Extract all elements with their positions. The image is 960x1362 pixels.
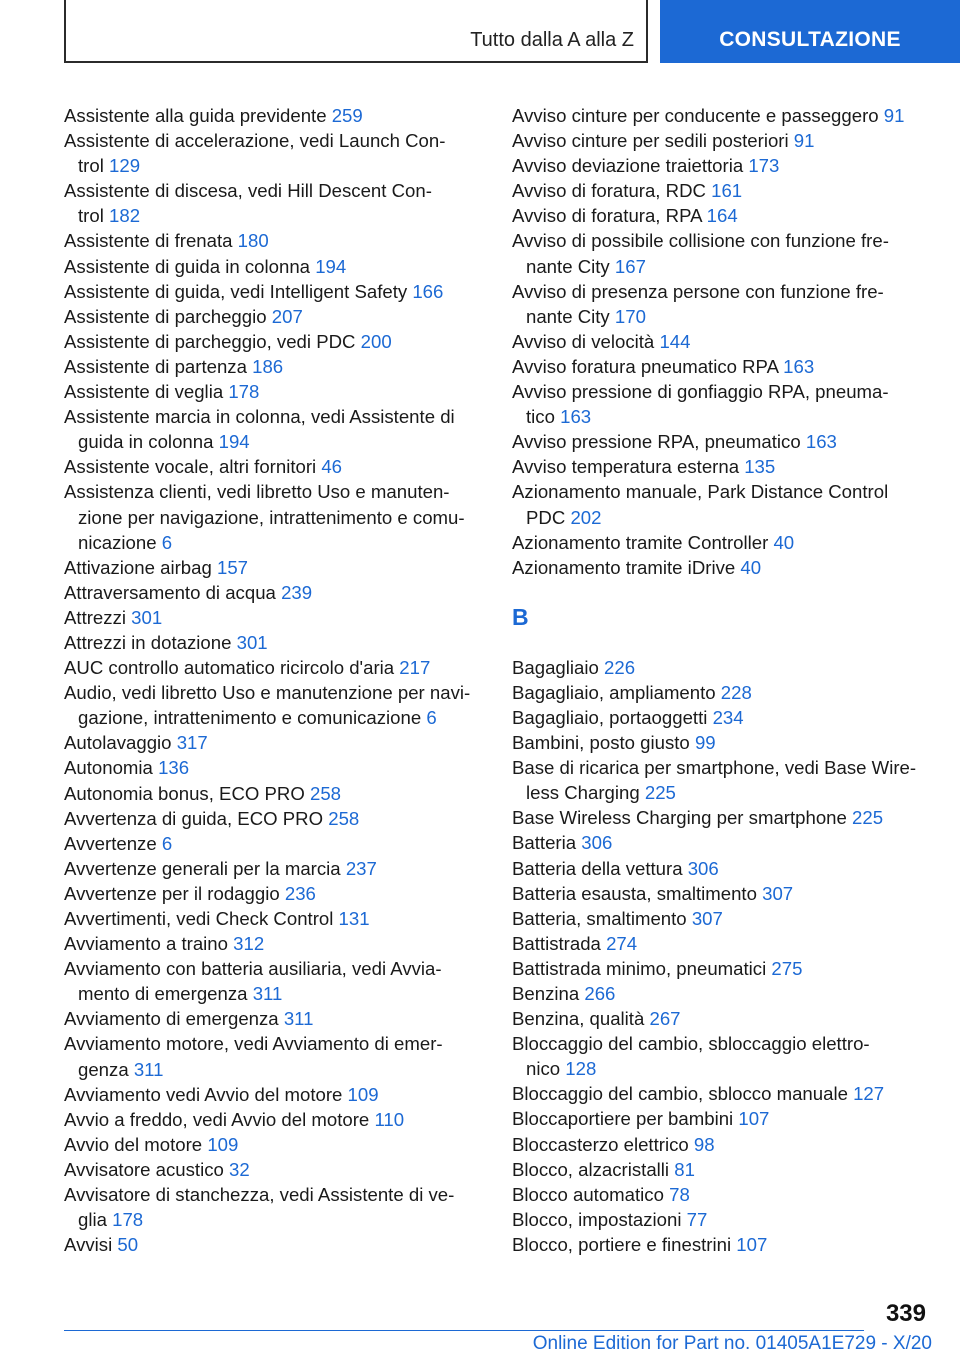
index-entry [64, 755, 484, 780]
index-page-link[interactable]: 275 [771, 957, 803, 979]
index-entry-text: Batteria, smaltimento [512, 907, 687, 929]
index-entry-text: Assistente di discesa, vedi Hill Descent Con- [64, 180, 432, 202]
index-entry-text: Base Wireless Charging per smartphone [512, 807, 847, 829]
index-page-link[interactable]: 311 [133, 1058, 164, 1080]
index-entry [64, 881, 484, 906]
index-entry [64, 254, 484, 279]
index-entry-text: Attrezzi in dotazione [64, 631, 232, 653]
index-entry [64, 1132, 484, 1157]
index-entry [512, 805, 932, 830]
index-page-link[interactable]: 301 [131, 606, 163, 628]
index-page-link[interactable]: 194 [315, 255, 347, 277]
index-entry-text: Assistente di accelerazione, vedi Launch Con- [64, 130, 446, 152]
index-entry-text: nico [526, 1058, 561, 1080]
index-page-link[interactable]: 166 [412, 280, 444, 302]
index-entry [512, 730, 932, 755]
index-entry-text: Avviso pressione di gonfiaggio RPA, pneuma- [512, 381, 889, 403]
index-entry-text: Bagagliaio, ampliamento [512, 681, 716, 703]
index-entry [512, 1081, 932, 1106]
index-page-link[interactable]: 167 [614, 255, 646, 277]
index-entry [64, 1157, 484, 1182]
index-entry-text: Avviso cinture per sedili posteriori [512, 130, 789, 152]
index-entry-text: Benzina [512, 983, 580, 1004]
index-column-right [512, 103, 932, 1257]
index-page-link[interactable]: 258 [309, 782, 342, 804]
index-page-link[interactable]: 225 [852, 807, 884, 829]
index-page-link[interactable]: 311 [252, 983, 283, 1005]
index-entry-text: Avviso cinture per conducente e passeggero [512, 105, 879, 126]
index-entry-text: Avvertenza di guida, ECO PRO [64, 807, 324, 829]
index-entry [64, 580, 484, 605]
index-entry [512, 906, 932, 931]
index-page-link[interactable]: 200 [360, 330, 392, 352]
index-entry [64, 1031, 484, 1081]
index-entry-text: Assistenza clienti, vedi libretto Uso e manuten- [64, 481, 450, 503]
index-entry [512, 830, 932, 855]
index-page-link[interactable]: 307 [691, 907, 723, 929]
page-number: 339 [885, 1300, 926, 1327]
index-entry [64, 555, 484, 580]
index-entry [64, 228, 484, 253]
index-page-link[interactable]: 6 [161, 832, 173, 854]
index-page-link[interactable]: 129 [109, 155, 141, 177]
index-entry-text: Bambini, posto giusto [512, 732, 690, 754]
index-entry [64, 906, 484, 931]
index-entry-text: trol [78, 205, 104, 227]
index-entry [512, 680, 932, 705]
index-entry-text: Autonomia bonus, ECO PRO [64, 782, 305, 804]
index-entry [512, 479, 932, 529]
index-entry-text: Avvertimenti, vedi Check Control [64, 908, 334, 929]
index-page-link[interactable]: 110 [374, 1108, 405, 1130]
index-page-link[interactable]: 317 [176, 732, 208, 754]
index-page-link[interactable]: 306 [581, 832, 613, 854]
index-entry [512, 981, 932, 1006]
index-entry-text: Bloccaggio del cambio, sblocco manuale [512, 1083, 848, 1105]
header-chapter-title: CONSULTAZIONE [719, 28, 901, 51]
index-group-a [512, 103, 932, 580]
index-entry [512, 1157, 932, 1182]
index-entry-text: Blocco, portiere e finestrini [512, 1233, 732, 1255]
index-page-link[interactable]: 163 [560, 406, 592, 428]
index-entry-text: Assistente di parcheggio [64, 305, 267, 327]
index-entry [64, 856, 484, 881]
index-entry-text: Avviso temperatura esterna [512, 456, 740, 478]
index-entry [64, 1006, 484, 1031]
index-entry [512, 856, 932, 881]
header-section-box [64, 0, 648, 63]
index-entry-text: Avviamento motore, vedi Avviamento di emer- [64, 1033, 443, 1055]
index-page-link[interactable]: 182 [109, 205, 141, 227]
index-entry [64, 479, 484, 554]
index-entry [512, 555, 932, 580]
index-entry [64, 605, 484, 630]
index-entry [512, 203, 932, 228]
index-entry-text: Blocco automatico [512, 1183, 664, 1205]
index-entry-text: Avviamento con batteria ausiliaria, vedi Avvia- [64, 958, 442, 980]
index-entry-text: Avvisatore di stanchezza, vedi Assistente di ve- [64, 1184, 455, 1206]
index-entry-text: Battistrada [512, 932, 601, 954]
index-entry-text: less Charging [526, 782, 640, 804]
index-entry [512, 881, 932, 906]
index-entry-text: trol [78, 155, 104, 177]
index-page-link[interactable]: 194 [218, 431, 250, 453]
index-page-link[interactable]: 237 [345, 857, 377, 879]
index-page-link[interactable]: 46 [321, 456, 343, 478]
index-page-link[interactable]: 157 [216, 556, 249, 578]
index-entry-text: Batteria della vettura [512, 857, 683, 879]
index-page-link[interactable]: 312 [233, 933, 265, 955]
index-page-link[interactable]: 91 [883, 105, 905, 126]
index-entry-text: nante City [526, 255, 610, 277]
index-entry [64, 279, 484, 304]
index-page-link[interactable]: 217 [399, 657, 431, 679]
index-entry [512, 1031, 932, 1081]
index-entry-text: Avviso di velocità [512, 330, 655, 352]
index-entry-text: tico [526, 406, 555, 428]
index-entry [512, 178, 932, 203]
index-entry-text: Assistente di frenata [64, 230, 233, 252]
index-entry [64, 128, 484, 178]
footer-divider [64, 1330, 864, 1331]
index-page-link[interactable]: 306 [687, 857, 719, 879]
index-page-link[interactable]: 164 [706, 205, 738, 227]
index-entry [512, 1207, 932, 1232]
index-page-link[interactable]: 163 [783, 355, 815, 377]
index-page-link[interactable]: 180 [237, 230, 269, 252]
index-entry-text: Audio, vedi libretto Uso e manutenzione per navi- [64, 682, 471, 704]
footer-edition: Online Edition for Part no. 01405A1E729 - X/20 [532, 1333, 932, 1354]
index-entry-text: Attraversamento di acqua [64, 581, 276, 603]
index-page-link[interactable]: 178 [228, 381, 260, 403]
index-entry-text: Bagagliaio [512, 656, 599, 678]
index-page-link[interactable]: 228 [720, 681, 752, 703]
index-entry-text: Avviso deviazione traiettoria [512, 155, 744, 177]
index-entry-text: Bloccaggio del cambio, sbloccaggio elettro- [512, 1033, 870, 1055]
index-entry [64, 354, 484, 379]
index-entry-text: Avviso di foratura, RDC [512, 180, 706, 202]
index-page-link[interactable]: 50 [117, 1234, 139, 1256]
index-entry [64, 329, 484, 354]
index-entry [512, 454, 932, 479]
index-entry [512, 655, 932, 680]
index-page-link[interactable]: 301 [236, 631, 268, 653]
index-page-link[interactable]: 311 [283, 1008, 314, 1030]
index-page-link[interactable]: 109 [347, 1083, 379, 1105]
index-entry [512, 1006, 932, 1031]
index-page-link[interactable]: 266 [584, 983, 616, 1004]
index-entry-text: Avviso di foratura, RPA [512, 205, 702, 227]
index-entry [64, 781, 484, 806]
index-entry [512, 128, 932, 153]
index-entry [512, 755, 932, 805]
index-entry-text: Attrezzi [64, 606, 126, 628]
index-page-link[interactable]: 40 [773, 531, 795, 553]
index-entry-text: Avvisatore acustico [64, 1158, 224, 1180]
index-entry [64, 956, 484, 1006]
index-page-link[interactable]: 107 [736, 1233, 768, 1255]
index-entry-text: Base di ricarica per smartphone, vedi Base Wire- [512, 757, 917, 779]
index-page-link[interactable]: 107 [738, 1108, 770, 1130]
index-page-link[interactable]: 163 [805, 431, 837, 453]
index-page-link[interactable]: 109 [207, 1133, 239, 1155]
index-entry-text: PDC [526, 506, 566, 528]
index-entry [64, 630, 484, 655]
index-entry [64, 1232, 484, 1257]
index-page-link[interactable]: 225 [644, 782, 676, 804]
index-page-link[interactable]: 99 [694, 732, 716, 754]
index-entry [64, 1107, 484, 1132]
index-page-link[interactable]: 207 [271, 305, 303, 327]
index-entry [64, 655, 484, 680]
index-page-link[interactable]: 178 [112, 1209, 144, 1231]
index-entry-text: Battistrada minimo, pneumatici [512, 957, 767, 979]
index-entry [512, 329, 932, 354]
index-entry-text: Batteria esausta, smaltimento [512, 882, 757, 904]
index-entry-text: Azionamento tramite Controller [512, 531, 769, 553]
index-entry-text: nante City [526, 305, 610, 327]
index-entry-text: Azionamento tramite iDrive [512, 556, 736, 578]
index-entry [512, 153, 932, 178]
index-entry-text: nicazione [78, 531, 157, 553]
index-page-link[interactable]: 98 [693, 1133, 715, 1155]
index-page-link[interactable]: 135 [744, 456, 776, 478]
index-entry [64, 304, 484, 329]
index-entry [64, 831, 484, 856]
index-entry [512, 931, 932, 956]
index-page-link[interactable]: 170 [614, 305, 646, 327]
index-page-link[interactable]: 91 [793, 130, 815, 152]
index-entry-text: Bagagliaio, portaoggetti [512, 706, 708, 728]
index-page-link[interactable]: 202 [570, 506, 602, 528]
index-entry [64, 178, 484, 228]
index-page-link[interactable]: 307 [762, 882, 794, 904]
index-page-link[interactable]: 161 [711, 180, 743, 202]
index-page-link[interactable]: 267 [649, 1008, 681, 1030]
index-entry-text: Assistente di partenza [64, 355, 247, 377]
index-entry [64, 404, 484, 454]
index-entry [64, 1182, 484, 1232]
index-page-link[interactable]: 6 [426, 707, 437, 729]
index-entry-text: Assistente marcia in colonna, vedi Assistente di [64, 406, 455, 428]
index-entry [512, 103, 932, 128]
index-entry-text: guida in colonna [78, 431, 214, 453]
index-page-link[interactable]: 226 [604, 656, 636, 678]
index-entry [512, 1232, 932, 1257]
index-entry-text: Avvertenze per il rodaggio [64, 882, 280, 904]
index-entry-text: Avvertenze generali per la marcia [64, 857, 341, 879]
index-entry-text: Assistente alla guida previdente [64, 105, 327, 126]
index-entry-text: zione per navigazione, intrattenimento e comu- [78, 506, 465, 528]
index-entry [512, 1182, 932, 1207]
index-page-link[interactable]: 131 [338, 908, 370, 929]
index-entry-text: Attivazione airbag [64, 556, 212, 578]
index-entry-text: Avvio del motore [64, 1133, 203, 1155]
index-entry [512, 705, 932, 730]
index-entry-text: Blocco, alzacristalli [512, 1158, 670, 1180]
index-group-b [512, 655, 932, 1257]
index-entry-text: Avvertenze [64, 832, 157, 854]
index-page-link[interactable]: 144 [659, 330, 691, 352]
index-entry-text: Bloccasterzo elettrico [512, 1133, 689, 1155]
index-page-link[interactable]: 77 [686, 1208, 708, 1230]
index-section-letter: B [512, 603, 529, 630]
index-page-link[interactable]: 236 [284, 882, 316, 904]
index-column-left [64, 103, 484, 1257]
index-page-link[interactable]: 259 [331, 105, 363, 126]
index-entry [64, 931, 484, 956]
index-entry-text: Avviso di possibile collisione con funzione fre- [512, 230, 889, 252]
index-page-link[interactable]: 128 [565, 1058, 597, 1080]
index-page-link[interactable]: 40 [740, 556, 762, 578]
index-page-link[interactable]: 234 [712, 706, 744, 728]
index-page-link[interactable]: 81 [674, 1158, 695, 1180]
index-entry [64, 680, 484, 730]
index-page-link[interactable]: 239 [281, 581, 313, 603]
index-entry-text: AUC controllo automatico ricircolo d'aria [64, 657, 395, 679]
index-entry [512, 530, 932, 555]
index-page-link[interactable]: 127 [853, 1083, 885, 1105]
index-entry [64, 103, 484, 128]
header-section-title: Tutto dalla A alla Z [470, 29, 634, 51]
index-entry-text: genza [78, 1058, 129, 1080]
index-entry-text: Assistente di veglia [64, 381, 224, 403]
index-entry-text: Assistente di guida, vedi Intelligent Safety [64, 280, 408, 302]
index-entry-text: Benzina, qualità [512, 1008, 645, 1030]
header-chapter-tab [660, 0, 960, 63]
index-entry-text: Avviamento vedi Avvio del motore [64, 1083, 343, 1105]
index-entry-text: Avviamento a traino [64, 933, 228, 955]
index-entry [64, 730, 484, 755]
index-entry-text: Autonomia [64, 757, 153, 779]
index-entry-text: Assistente vocale, altri fornitori [64, 456, 317, 478]
index-entry-text: Avviamento di emergenza [64, 1008, 279, 1030]
index-page-link[interactable]: 136 [158, 757, 190, 779]
index-entry-text: Assistente di guida in colonna [64, 255, 311, 277]
index-entry-text: Avviso di presenza persone con funzione fre- [512, 280, 884, 302]
index-page-link[interactable]: 32 [229, 1158, 250, 1180]
index-page-link[interactable]: 258 [328, 807, 360, 829]
index-entry [64, 806, 484, 831]
index-entry [512, 1106, 932, 1131]
index-entry [512, 228, 932, 278]
index-page-link[interactable]: 6 [161, 531, 173, 553]
index-page-link[interactable]: 274 [606, 932, 638, 954]
index-entry [512, 279, 932, 329]
index-entry-text: Autolavaggio [64, 732, 172, 754]
index-entry [512, 956, 932, 981]
index-entry-text: glia [78, 1209, 107, 1231]
index-entry-text: Avviso foratura pneumatico RPA [512, 355, 778, 377]
index-entry-text: Azionamento manuale, Park Distance Control [512, 481, 889, 503]
index-entry-text: Assistente di parcheggio, vedi PDC [64, 330, 356, 352]
index-entry-text: gazione, intrattenimento e comunicazione [78, 707, 422, 729]
index-entry-text: Bloccaportiere per bambini [512, 1108, 734, 1130]
index-entry [512, 354, 932, 379]
index-entry-text: Blocco, impostazioni [512, 1208, 682, 1230]
index-entry [512, 379, 932, 429]
index-entry [64, 379, 484, 404]
index-entry-text: Avviso pressione RPA, pneumatico [512, 431, 801, 453]
index-entry [64, 454, 484, 479]
index-entry [512, 429, 932, 454]
index-page-link[interactable]: 173 [748, 155, 780, 177]
index-entry [512, 1132, 932, 1157]
index-entry-text: mento di emergenza [78, 983, 248, 1005]
index-entry-text: Avvisi [64, 1234, 113, 1256]
index-entry-text: Batteria [512, 832, 577, 854]
index-entry [64, 1082, 484, 1107]
index-entry-text: Avvio a freddo, vedi Avvio del motore [64, 1108, 370, 1130]
index-page-link[interactable]: 78 [669, 1183, 690, 1205]
index-page-link[interactable]: 186 [252, 355, 284, 377]
